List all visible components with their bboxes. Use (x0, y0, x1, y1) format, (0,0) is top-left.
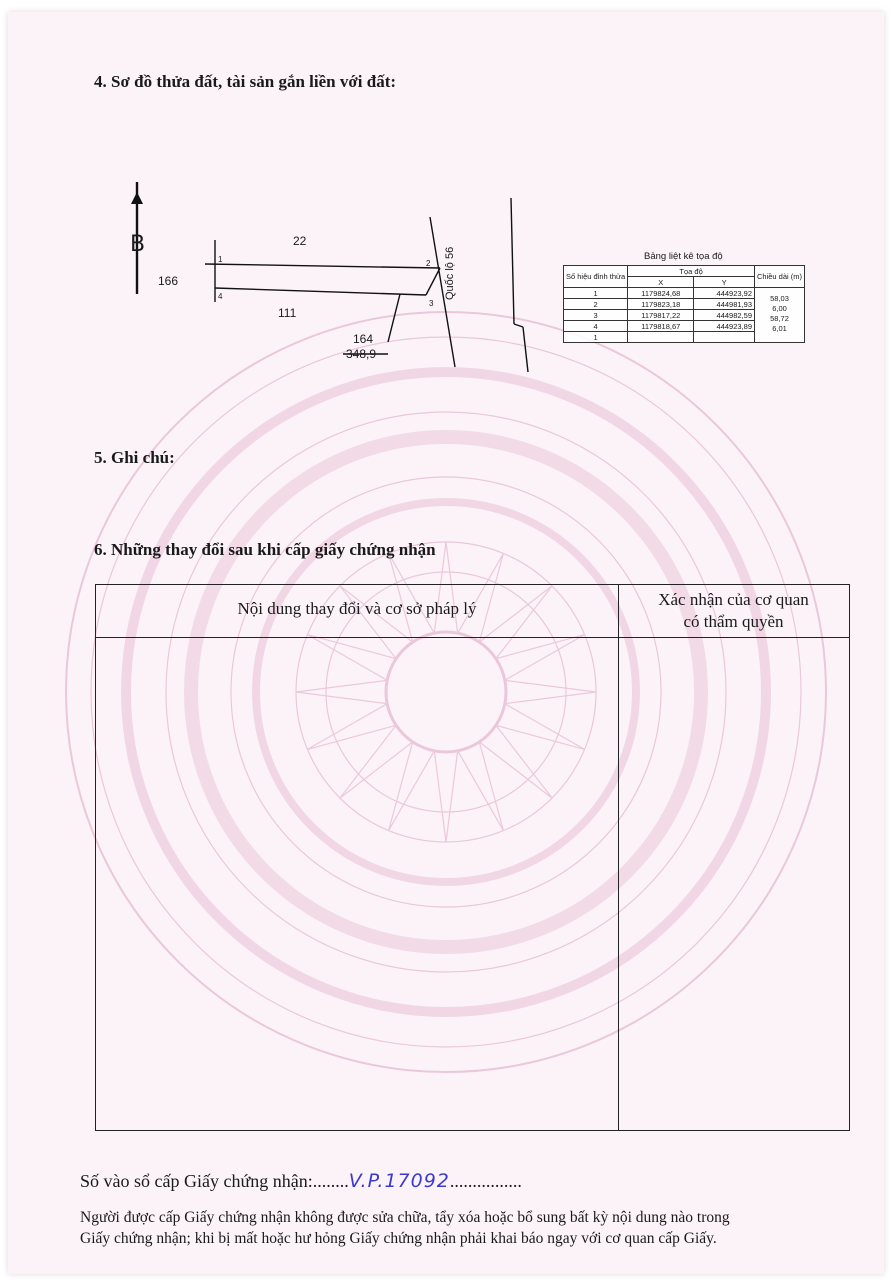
register-dots-left: ........ (312, 1171, 349, 1191)
label-parcel-166: 166 (158, 274, 179, 288)
changes-header-authority (618, 589, 849, 633)
coord-cell-x (628, 332, 694, 343)
coord-cell-y: 444923,92 (694, 288, 755, 299)
table-row (564, 288, 805, 299)
road-label: Quốc lộ 56 (444, 246, 456, 300)
changes-table (95, 584, 850, 1131)
label-area: 348,9 (346, 347, 377, 361)
coord-cell-x: 1179817,22 (628, 310, 694, 321)
label-parcel-111: 111 (278, 306, 297, 320)
length-value: 6,00 (772, 304, 787, 313)
label-parcel-22: 22 (293, 234, 307, 248)
point-2-label: 2 (426, 259, 431, 268)
changes-header-divider (96, 637, 849, 638)
coord-cell-y (694, 332, 755, 343)
coord-cell-x: 1179818,67 (628, 321, 694, 332)
changes-content-column (96, 585, 619, 1130)
register-line (80, 1170, 522, 1192)
register-dots-right: ................ (449, 1171, 522, 1191)
label-parcel-164: 164 (353, 332, 374, 346)
coord-header-coord: Tọa độ (628, 266, 755, 277)
coord-cell-point: 1 (564, 332, 628, 343)
footer-note-line-2: Giấy chứng nhận; khi bị mất hoặc hư hỏng Giấy chứng nhận phải khai báo ngay với cơ quan cấp Giấy. (80, 1230, 717, 1247)
coord-cell-point: 1 (564, 288, 628, 299)
coord-header-point: Số hiệu đỉnh thửa (564, 266, 628, 288)
footer-note (80, 1207, 730, 1249)
authority-line-1: Xác nhận của cơ quan (658, 590, 809, 609)
coord-table-title: Bảng liệt kê tọa độ (644, 251, 723, 262)
coord-lengths (754, 288, 804, 343)
coord-cell-point: 4 (564, 321, 628, 332)
north-letter: B (130, 232, 146, 257)
coord-cell-x: 1179824,68 (628, 288, 694, 299)
length-value: 58,03 (770, 294, 789, 303)
changes-header-content: Nội dung thay đổi và cơ sở pháp lý (237, 599, 477, 618)
point-1-label: 1 (218, 255, 223, 264)
land-plot-sketch (118, 172, 548, 392)
point-4-label: 4 (218, 292, 223, 301)
coord-cell-y: 444923,89 (694, 321, 755, 332)
coord-header-y: Y (694, 277, 755, 288)
coord-table (563, 265, 805, 343)
point-3-label: 3 (429, 299, 434, 308)
coord-cell-x: 1179823,18 (628, 299, 694, 310)
register-label: Số vào sổ cấp Giấy chứng nhận: (80, 1171, 313, 1191)
length-value: 58,72 (770, 314, 789, 323)
coord-cell-y: 444981,93 (694, 299, 755, 310)
section-6-heading: 6. Những thay đổi sau khi cấp giấy chứng nhận (94, 540, 436, 559)
certificate-page (8, 12, 884, 1274)
section-5-heading: 5. Ghi chú: (94, 448, 175, 467)
coord-header-length: Chiều dài (m) (754, 266, 804, 288)
section-4-heading: 4. Sơ đồ thửa đất, tài sản gắn liền với đất: (94, 72, 397, 91)
register-number-handwritten: V.P.17092 (348, 1170, 450, 1192)
coord-header-x: X (628, 277, 694, 288)
coord-cell-y: 444982,59 (694, 310, 755, 321)
length-value: 6,01 (772, 324, 787, 333)
authority-line-2: có thẩm quyền (683, 612, 784, 631)
coord-cell-point: 2 (564, 299, 628, 310)
north-arrow-icon (131, 192, 143, 204)
footer-note-line-1: Người được cấp Giấy chứng nhận không được sửa chữa, tẩy xóa hoặc bổ sung bất kỳ nội dung nào trong (80, 1209, 730, 1226)
coord-cell-point: 3 (564, 310, 628, 321)
